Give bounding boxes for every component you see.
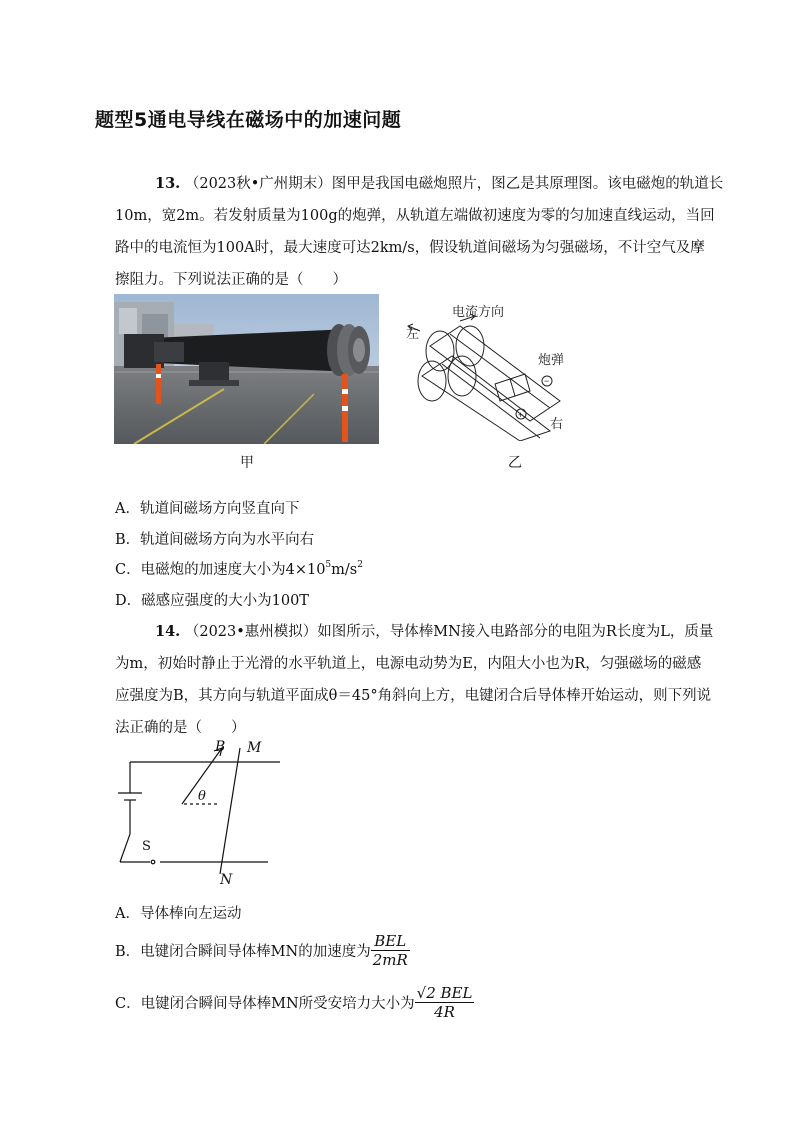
fraction-numerator	[415, 984, 475, 1003]
figure-caption-jia: 甲	[240, 455, 254, 471]
q14-option-b	[115, 932, 410, 969]
railgun-photo	[114, 294, 379, 444]
sqrt-symbol: √	[416, 984, 427, 1002]
q13-option-a: A．轨道间磁场方向竖直向下	[115, 501, 300, 517]
q13-text-line1: （2023秋•广州期末）图甲是我国电磁炮照片，图乙是其原理图。该电磁炮的轨道长	[184, 176, 724, 192]
railgun-principle-diagram	[400, 296, 580, 441]
label-b: B	[215, 739, 226, 755]
label-m: M	[247, 740, 262, 756]
q14-line1	[155, 620, 713, 641]
q14-option-c-text: C．电键闭合瞬间导体棒MN所受安培力大小为	[115, 996, 415, 1012]
label-projectile: 炮弹	[538, 353, 565, 368]
q13-option-c-unit-exponent: 2	[357, 560, 363, 570]
label-left: 左	[406, 327, 420, 342]
sqrt-radicand: 2	[426, 984, 436, 1002]
q13-option-c	[115, 558, 363, 579]
circuit-diagram	[100, 738, 290, 888]
q13-option-c-prefix: C．电磁炮的加速度大小为4×10	[115, 562, 326, 578]
svg-text:+: +	[518, 410, 524, 420]
q14-option-b-text: B．电键闭合瞬间导体棒MN的加速度为	[115, 944, 371, 960]
q14-text-line4: 法正确的是（ ）	[115, 720, 246, 736]
q14-option-a: A．导体棒向左运动	[115, 906, 242, 922]
label-n: N	[220, 872, 233, 888]
q13-option-c-exponent: 5	[325, 560, 332, 570]
q13-text-line2: 10m，宽2m。若发射质量为100g的炮弹，从轨道左端做初速度为零的匀加速直线运动，当回	[115, 208, 715, 224]
q14-option-c-fraction	[415, 984, 475, 1021]
q14-text-line1: （2023•惠州模拟）如图所示，导体棒MN接入电路部分的电阻为R长度为L，质量	[184, 624, 714, 640]
fraction-denominator: 4R	[434, 1003, 455, 1021]
q13-text-line3: 路中的电流恒为100A时，最大速度可达2km/s，假设轨道间磁场为匀强磁场，不计空气及摩	[115, 240, 705, 256]
fraction-numerator-rest: BEL	[440, 984, 473, 1002]
figure-caption-yi: 乙	[508, 455, 522, 471]
q14-option-c	[115, 984, 474, 1021]
label-theta: θ	[198, 789, 206, 804]
fraction-denominator: 2mR	[372, 951, 408, 969]
q13-number: 13.	[155, 175, 181, 192]
label-right: 右	[550, 417, 564, 432]
label-current-direction: 电流方向	[452, 305, 505, 320]
svg-text:−: −	[544, 376, 550, 386]
q13-line1	[155, 172, 723, 193]
label-s: S	[142, 839, 151, 854]
q14-text-line3: 应强度为B，其方向与轨道平面成θ＝45°角斜向上方，电键闭合后导体棒开始运动，则下列说	[115, 688, 712, 704]
section-title: 题型5通电导线在磁场中的加速问题	[95, 109, 402, 131]
fraction-numerator: BEL	[371, 932, 410, 951]
q14-option-b-fraction	[371, 932, 410, 969]
q13-option-b: B．轨道间磁场方向为水平向右	[115, 532, 315, 548]
q13-option-c-unit: m/s	[331, 562, 358, 578]
q13-text-line4: 擦阻力。下列说法正确的是（ ）	[115, 272, 347, 288]
q14-text-line2: 为m，初始时静止于光滑的水平轨道上，电源电动势为E，内阻大小也为R，匀强磁场的磁感	[115, 656, 702, 672]
q14-number: 14.	[155, 623, 181, 640]
q13-option-d: D．磁感应强度的大小为100T	[115, 593, 309, 609]
